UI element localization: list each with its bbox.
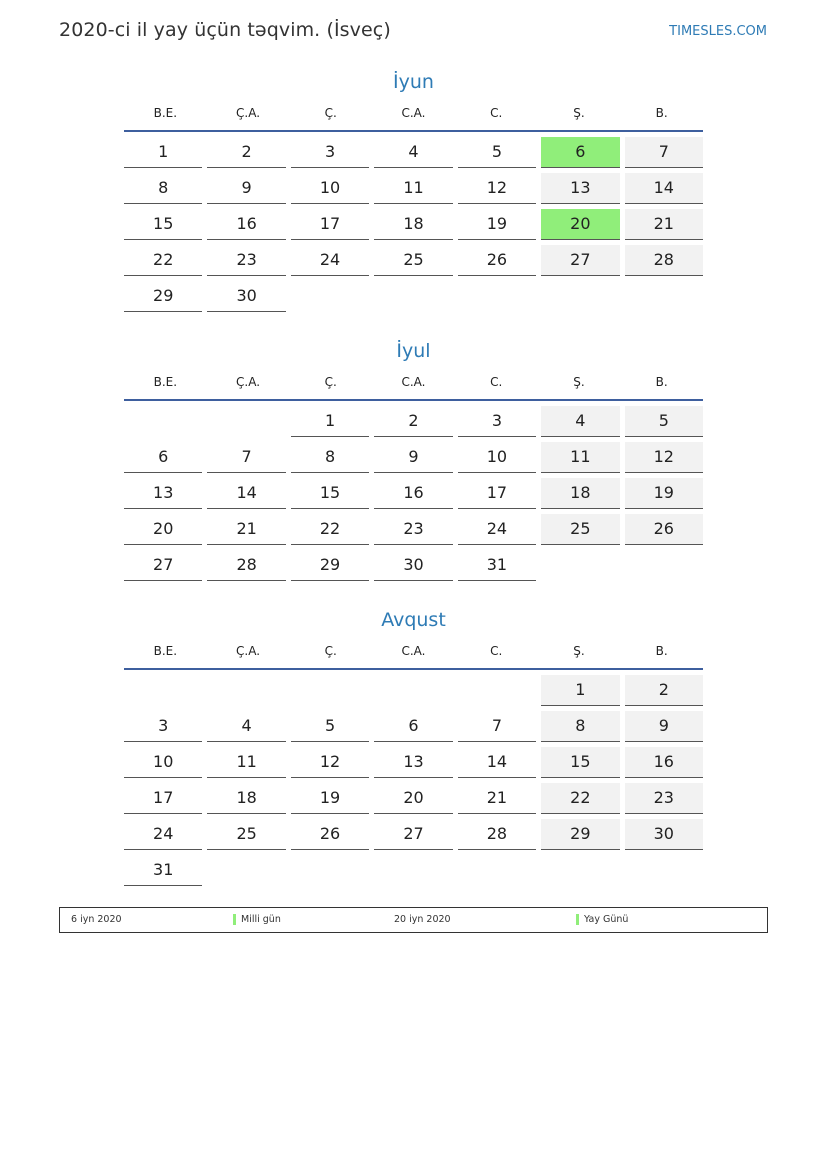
day-cell: 4 [374,137,452,168]
day-cell: 11 [207,747,285,778]
day-cell: 17 [291,209,369,240]
legend-holiday [233,908,281,932]
legend-holiday [576,908,628,932]
day-cell: 22 [124,245,202,276]
day-cell: 14 [207,478,285,509]
day-cell: 7 [458,711,536,742]
day-cell: 14 [458,747,536,778]
day-cell: 9 [207,173,285,204]
day-grid [124,675,703,886]
weekday-label: Ç.A. [236,106,261,120]
weekday-label: C.A. [401,106,426,120]
day-cell: 19 [291,783,369,814]
empty-cell [207,675,285,705]
day-cell: 23 [625,783,703,814]
weekday-label: B. [655,106,668,120]
day-cell: 2 [374,406,452,437]
day-cell: 21 [207,514,285,545]
day-cell: 27 [541,245,619,276]
day-cell: 11 [541,442,619,473]
empty-cell [374,675,452,705]
day-cell: 24 [291,245,369,276]
day-cell: 14 [625,173,703,204]
empty-cell [124,675,202,705]
weekday-label: Ş. [573,644,585,658]
month-june [124,68,703,312]
day-cell: 29 [541,819,619,850]
legend-date: 20 iyn 2020 [394,914,451,925]
weekday-label: Ş. [573,106,585,120]
day-cell: 28 [458,819,536,850]
weekday-header [124,365,703,401]
empty-cell [207,406,285,436]
month-august [124,606,703,886]
weekday-header [124,96,703,132]
day-grid [124,406,703,581]
empty-cell [291,675,369,705]
weekday-label: B.E. [153,106,178,120]
day-cell: 17 [124,783,202,814]
day-cell: 8 [291,442,369,473]
day-cell: 10 [124,747,202,778]
month-july [124,337,703,581]
day-cell: 31 [458,550,536,581]
day-cell: 27 [124,550,202,581]
day-cell: 12 [458,173,536,204]
holiday-legend [59,907,768,933]
weekday-label: Ç.A. [236,375,261,389]
day-cell: 9 [625,711,703,742]
day-cell: 21 [458,783,536,814]
day-cell: 18 [541,478,619,509]
day-cell: 28 [625,245,703,276]
day-cell: 26 [458,245,536,276]
legend-date: 6 iyn 2020 [71,914,122,925]
day-cell: 28 [207,550,285,581]
day-cell: 16 [207,209,285,240]
day-cell: 20 [124,514,202,545]
day-cell: 22 [541,783,619,814]
month-title: İyul [396,340,431,362]
day-cell: 3 [291,137,369,168]
weekday-label: Ş. [573,375,585,389]
day-cell: 25 [374,245,452,276]
weekday-label: C. [490,106,503,120]
day-cell: 4 [207,711,285,742]
day-cell: 7 [207,442,285,473]
weekday-label: C. [490,644,503,658]
holiday-color-swatch [233,914,236,925]
day-cell: 4 [541,406,619,437]
day-cell: 16 [625,747,703,778]
day-cell: 12 [291,747,369,778]
day-cell: 27 [374,819,452,850]
day-cell: 21 [625,209,703,240]
day-cell: 10 [458,442,536,473]
day-cell: 2 [625,675,703,706]
legend-holiday-name: Milli gün [241,914,281,925]
day-grid [124,137,703,312]
day-cell: 31 [124,855,202,886]
day-cell: 29 [124,281,202,312]
empty-cell [458,675,536,705]
day-cell: 19 [625,478,703,509]
weekday-label: C.A. [401,375,426,389]
day-cell: 12 [625,442,703,473]
weekday-label: B.E. [153,375,178,389]
day-cell: 15 [291,478,369,509]
weekday-label: Ç. [324,644,337,658]
day-cell: 19 [458,209,536,240]
weekday-header [124,634,703,670]
day-cell: 17 [458,478,536,509]
day-cell: 9 [374,442,452,473]
day-cell: 29 [291,550,369,581]
day-cell: 15 [124,209,202,240]
page-title: 2020-ci il yay üçün təqvim. (İsveç) [59,19,391,41]
day-cell: 5 [458,137,536,168]
day-cell: 20 [541,209,619,240]
day-cell: 25 [207,819,285,850]
day-cell: 26 [291,819,369,850]
day-cell: 10 [291,173,369,204]
day-cell: 18 [374,209,452,240]
weekday-label: B.E. [153,644,178,658]
day-cell: 6 [124,442,202,473]
day-cell: 13 [374,747,452,778]
empty-cell [124,406,202,436]
site-link[interactable]: TIMESLES.COM [669,24,767,39]
day-cell: 3 [458,406,536,437]
day-cell: 3 [124,711,202,742]
day-cell: 13 [124,478,202,509]
day-cell: 1 [541,675,619,706]
day-cell: 30 [625,819,703,850]
weekday-label: Ç. [324,375,337,389]
day-cell: 7 [625,137,703,168]
day-cell: 25 [541,514,619,545]
day-cell: 8 [124,173,202,204]
weekday-label: C.A. [401,644,426,658]
day-cell: 26 [625,514,703,545]
day-cell: 13 [541,173,619,204]
day-cell: 6 [374,711,452,742]
day-cell: 15 [541,747,619,778]
month-title: İyun [393,71,434,93]
day-cell: 5 [625,406,703,437]
day-cell: 18 [207,783,285,814]
day-cell: 30 [374,550,452,581]
day-cell: 16 [374,478,452,509]
weekday-label: C. [490,375,503,389]
weekday-label: Ç. [324,106,337,120]
month-title: Avqust [381,609,446,631]
day-cell: 20 [374,783,452,814]
day-cell: 1 [124,137,202,168]
day-cell: 23 [374,514,452,545]
day-cell: 11 [374,173,452,204]
legend-holiday-name: Yay Günü [584,914,629,925]
day-cell: 6 [541,137,619,168]
day-cell: 2 [207,137,285,168]
day-cell: 24 [458,514,536,545]
weekday-label: B. [655,375,668,389]
holiday-color-swatch [576,914,579,925]
weekday-label: B. [655,644,668,658]
day-cell: 8 [541,711,619,742]
day-cell: 30 [207,281,285,312]
day-cell: 23 [207,245,285,276]
day-cell: 22 [291,514,369,545]
day-cell: 1 [291,406,369,437]
day-cell: 5 [291,711,369,742]
day-cell: 24 [124,819,202,850]
weekday-label: Ç.A. [236,644,261,658]
